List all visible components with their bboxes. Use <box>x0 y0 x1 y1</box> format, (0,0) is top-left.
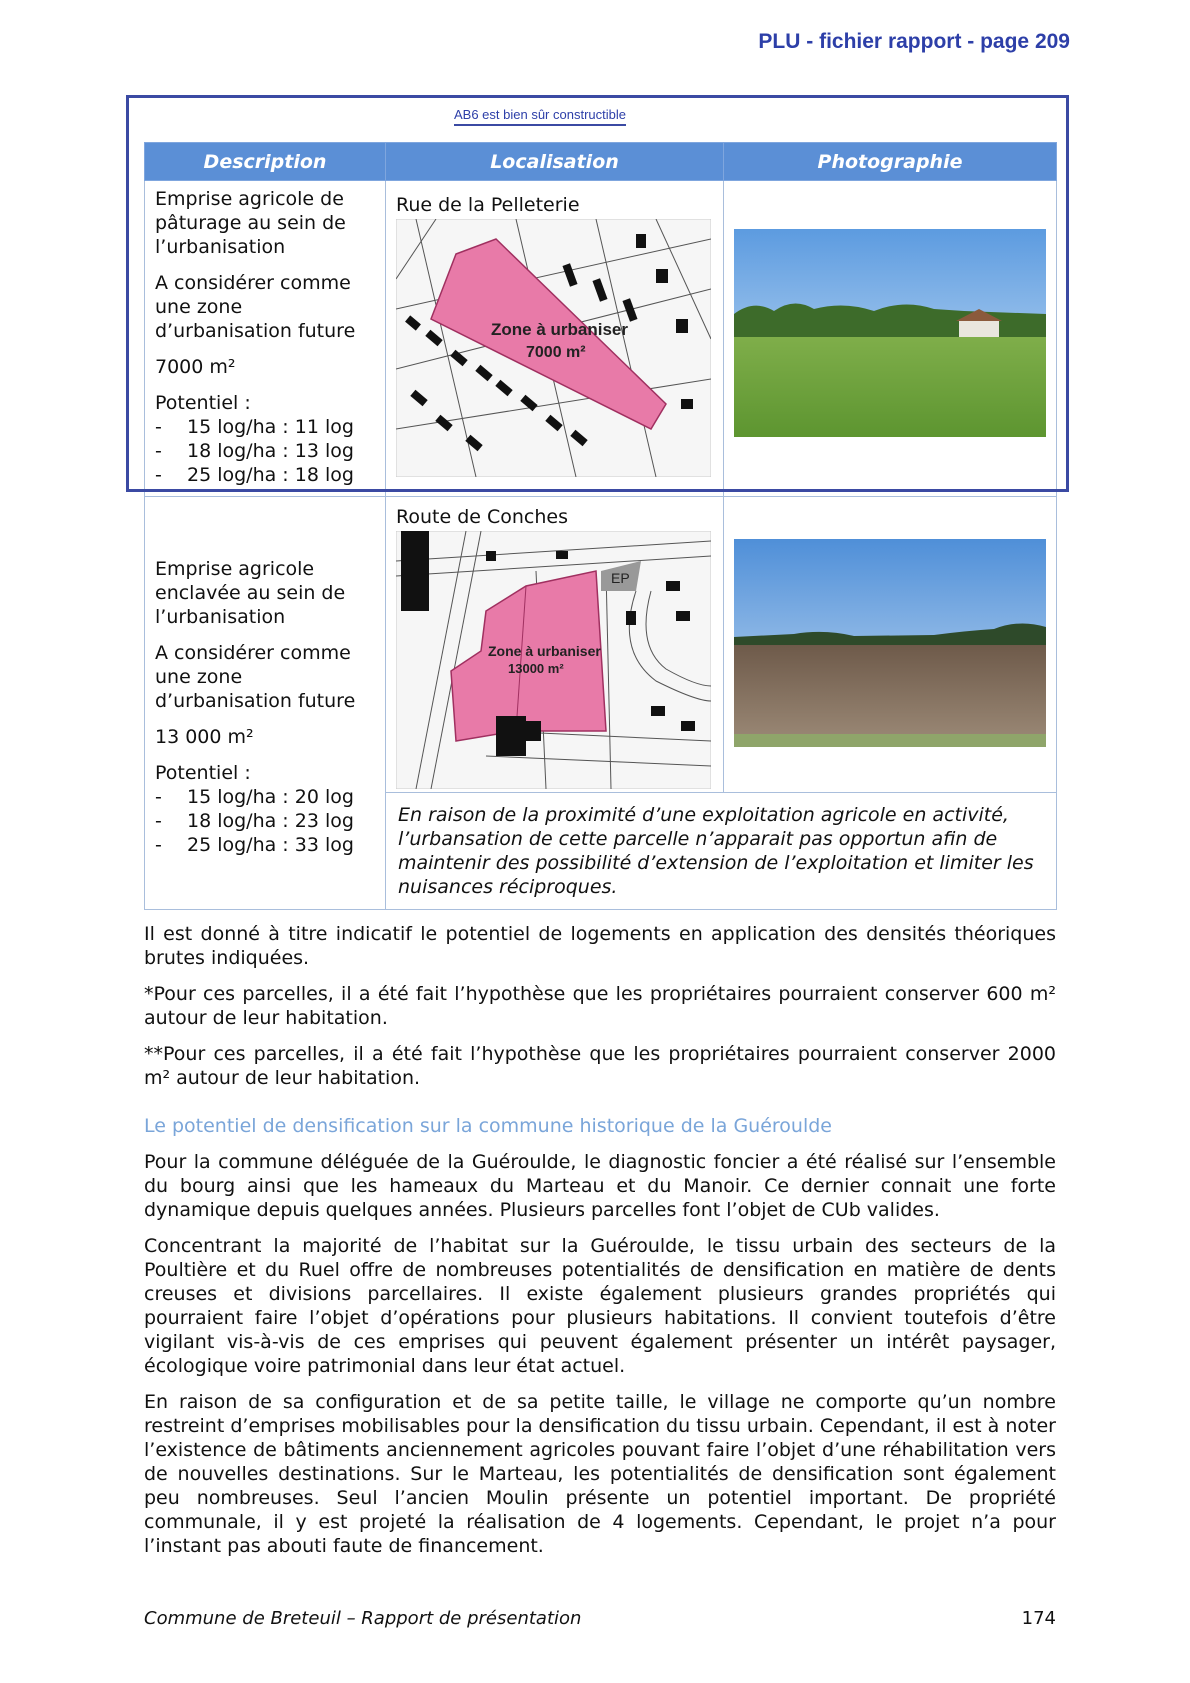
paragraph: *Pour ces parcelles, il a été fait l’hypothèse que les propriétaires pourraient conserver 600 m² autour de leur habitation. <box>144 983 1056 1029</box>
row1-desc-area: 7000 m² <box>155 356 236 378</box>
list-item: - 15 log/ha : 11 log <box>155 416 354 438</box>
body-text-upper <box>144 922 1056 1102</box>
row1-description <box>145 181 386 497</box>
page-footer <box>144 1608 1056 1629</box>
footer-title: Commune de Breteuil – Rapport de présentation <box>144 1608 582 1629</box>
row1-desc-potentiel: Potentiel : <box>155 392 251 414</box>
header-description: Description <box>145 143 386 181</box>
footer-page-number: 174 <box>1021 1608 1056 1629</box>
row2-description <box>145 497 386 910</box>
row2-localisation <box>386 497 724 793</box>
annotation-note: AB6 est bien sûr constructible <box>454 107 626 126</box>
row2-potential-list <box>155 785 375 857</box>
header-localisation: Localisation <box>386 143 724 181</box>
row2-desc-text: Emprise agricole enclavée au sein de l’urbanisation <box>155 558 346 628</box>
row2-photographie <box>724 497 1057 793</box>
map-zone-label: Zone à urbaniser <box>488 643 601 659</box>
body-text-lower <box>144 1150 1056 1570</box>
map-area-label: 7000 m² <box>526 344 586 361</box>
list-item: - 25 log/ha : 33 log <box>155 834 354 856</box>
page-header-label: PLU - fichier rapport - page 209 <box>758 30 1070 53</box>
row1-desc-zone: A considérer comme une zone d’urbanisation future <box>155 272 356 342</box>
list-item: - 18 log/ha : 13 log <box>155 440 354 462</box>
row1-localisation <box>386 181 724 497</box>
cadastral-map-conches <box>396 531 711 789</box>
map-ep-label: EP <box>611 570 630 586</box>
paragraph: Il est donné à titre indicatif le potentiel de logements en application des densités théoriques brutes indiquées. <box>144 923 1056 969</box>
list-item: - 18 log/ha : 23 log <box>155 810 354 832</box>
table-row <box>145 181 1057 497</box>
row2-location-name: Route de Conches <box>396 506 568 528</box>
photo-pasture-field <box>734 229 1046 437</box>
list-item: - 15 log/ha : 20 log <box>155 786 354 808</box>
paragraph: Concentrant la majorité de l’habitat sur la Guéroulde, le tissu urbain des secteurs de la Poultière et du Ruel offre de nombreuses potentialités de densification en matière de dents creuses et divisions parcellaires. Il existe également plusieurs grandes propriétés qui pourraient faire l’objet d’opérations pour plusieurs habitations. Il convient toutefois d’être vigilant vis-à-vis de ces emprises qui peuvent également présenter un intérêt paysager, écologique voire patrimonial dans leur état actuel. <box>144 1235 1056 1377</box>
parcel-table <box>144 142 1057 910</box>
paragraph: **Pour ces parcelles, il a été fait l’hypothèse que les propriétaires pourraient conserver 2000 m² autour de leur habitation. <box>144 1043 1056 1089</box>
row1-desc-text: Emprise agricole de pâturage au sein de l’urbanisation <box>155 188 346 258</box>
section-subtitle: Le potentiel de densification sur la commune historique de la Guéroulde <box>144 1115 832 1137</box>
photo-ploughed-field <box>734 539 1046 747</box>
header-photographie: Photographie <box>724 143 1057 181</box>
table-row <box>145 497 1057 793</box>
row2-desc-zone: A considérer comme une zone d’urbanisation future <box>155 642 356 712</box>
row1-photographie <box>724 181 1057 497</box>
row2-desc-area: 13 000 m² <box>155 726 254 748</box>
paragraph: Pour la commune déléguée de la Guéroulde, le diagnostic foncier a été réalisé sur l’ensemble du bourg ainsi que les hameaux du Marteau et du Manoir. Ce dernier connait une forte dynamique depuis quelques années. Plusieurs parcelles font l’objet de CUb valides. <box>144 1151 1056 1221</box>
paragraph: En raison de sa configuration et de sa petite taille, le village ne comporte qu’un nombre restreint d’emprises mobilisables pour la densification du tissu urbain. Cependant, il est à noter l’existence de bâtiments anciennement agricoles pouvant faire l’objet d’une réhabilitation vers de nouvelles destinations. Sur le Marteau, les potentialités de densification sont également peu nombreuses. Seul l’ancien Moulin présente un potentiel important. De propriété communale, il y est projeté la réalisation de 4 logements. Cependant, le projet n’a pour l’instant pas abouti faute de financement. <box>144 1391 1056 1557</box>
map-area-label: 13000 m² <box>508 661 564 676</box>
map-zone-label: Zone à urbaniser <box>491 320 628 339</box>
row1-potential-list <box>155 415 375 487</box>
cadastral-map-pelleterie <box>396 219 711 477</box>
row1-location-name: Rue de la Pelleterie <box>396 194 580 216</box>
table-header-row <box>145 143 1057 181</box>
row2-desc-potentiel: Potentiel : <box>155 762 251 784</box>
list-item: - 25 log/ha : 18 log <box>155 464 354 486</box>
row2-remark: En raison de la proximité d’une exploitation agricole en activité, l’urbansation de cette parcelle n’apparait pas opportun afin de maintenir des possibilité d’extension de l’exploitation et limiter les nuisances réciproques. <box>386 793 1057 910</box>
